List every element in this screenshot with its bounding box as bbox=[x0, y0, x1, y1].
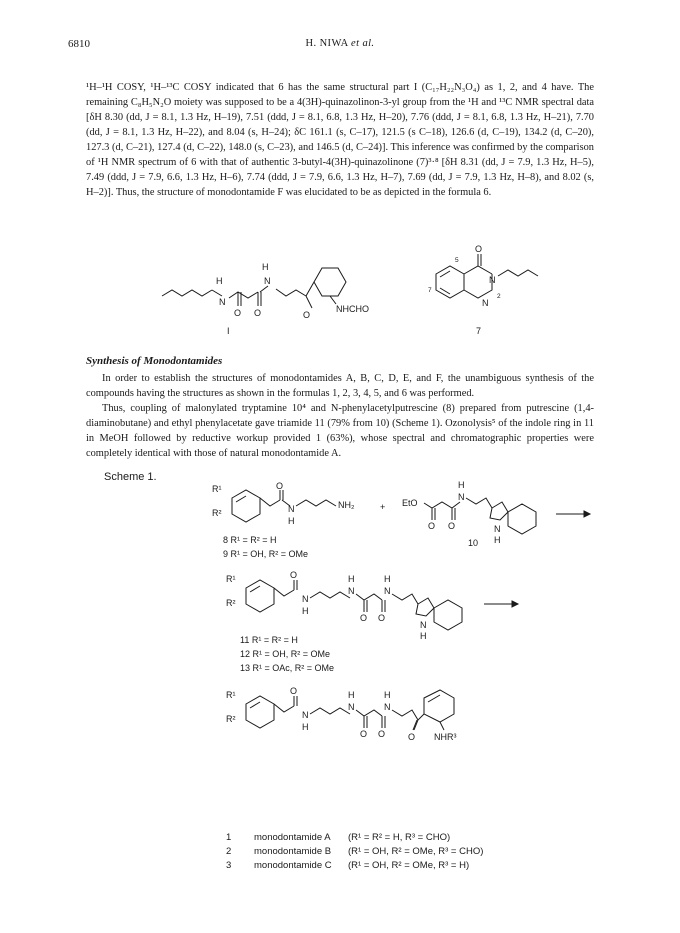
atom-label-o: O bbox=[360, 613, 368, 623]
atom-label-n: N bbox=[458, 492, 465, 502]
compound-11-label: 11 R¹ = R² = H bbox=[240, 635, 298, 645]
atom-label-o: O bbox=[475, 244, 483, 254]
atom-label-n: N bbox=[264, 276, 271, 286]
compound-number: 2 bbox=[226, 846, 232, 857]
nhr3-label: NHR³ bbox=[434, 732, 457, 742]
atom-label-n: N bbox=[494, 524, 501, 534]
paragraph-nmr-analysis: ¹H–¹H COSY, ¹H–¹³C COSY indicated that 6 has the same structural part I (C₁₇H₂₂N₃O₄) as 1, 2, and 4 have. The remaining C₈H₅N₂O moiety was supposed to be a 4(3H)-quinazolinon-3-yl group from the ¹H and ¹³C NMR spectral data [δH 8.30 (dd, J = 8.1, 1.3 Hz, H–19), 7.51 (ddd, J = 8.1, 6.8, 1.3 Hz, H–20), 7.76 (ddd, J = 8.1, 6.8, 1.3 Hz, H–21), 7.70 (dd, J = 8.1, 1.3 Hz, H–22), and 8.04 (s, H–24); δC 161.1 (s, C–17), 121.5 (s C–18), 126.6 (d, C–19), 134.2 (d, C–20), 127.3 (d, C–21), 127.4 (d, C–22), 148.0 (s, C–23), and 146.5 (d, C–24)]. This inference was confirmed by the comparison of ¹H NMR spectrum of 6 with that of authentic 3-butyl-4(3H)-quinazolinone (7)³·⁸ [δH 8.31 (dd, J = 7.9, 1.3 Hz, H–5), 7.49 (ddd, J = 7.9, 6.6, 1.3 Hz, H–6), 7.74 (ddd, J = 7.9, 6.6, 1.3 Hz, H–7), 7.69 (dd, J = 7.9, 1.3 Hz, H–8), and 8.02 (s, H–2)]. Thus, the structure of monodontamide F was elucidated to be as depicted in the formula 6. bbox=[86, 82, 594, 198]
compound-number: 1 bbox=[226, 832, 232, 843]
compound-substituents: (R¹ = OH, R² = OMe, R³ = CHO) bbox=[348, 846, 484, 857]
r2-label: R² bbox=[212, 508, 222, 518]
locant-5: 5 bbox=[455, 257, 459, 264]
atom-label-o: O bbox=[290, 686, 298, 696]
atom-label-o: O bbox=[428, 521, 436, 531]
atom-label-h: H bbox=[420, 631, 427, 641]
running-head-author: H. NIWA bbox=[305, 38, 349, 49]
running-head-etal: et al. bbox=[351, 38, 375, 49]
structure-label-I: I bbox=[227, 326, 230, 336]
paragraph-synthesis-detail: Thus, coupling of malonylated tryptamine 10⁴ and N-phenylacetylputrescine (8) prepared from putrescine (1,4-diaminobutane) and ethyl phenylacetate gave triamide 11 (79% from 10) (Scheme 1). Ozonolysis⁵ of the indole ring in 11 in MeOH followed by reductive workup provided 1 (63%), whose spectral and chromatographic properties were completely identical with those of natural monodontamide A. bbox=[86, 403, 594, 459]
locant-2: 2 bbox=[497, 293, 501, 300]
r1-label: R¹ bbox=[226, 574, 236, 584]
atom-label-h: H bbox=[348, 690, 355, 700]
atom-label-h: H bbox=[288, 516, 295, 526]
atom-label-o: O bbox=[378, 613, 386, 623]
atom-label-h: H bbox=[302, 722, 309, 732]
atom-label-o: O bbox=[276, 481, 284, 491]
r1-label: R¹ bbox=[212, 484, 222, 494]
atom-label-o: O bbox=[408, 732, 416, 742]
atom-label-n: N bbox=[420, 620, 427, 630]
structure-label-7: 7 bbox=[476, 326, 482, 336]
atom-label-n: N bbox=[348, 702, 355, 712]
atom-label-o: O bbox=[378, 729, 386, 739]
compound-name: monodontamide C bbox=[254, 860, 332, 871]
atom-label-n: N bbox=[384, 702, 391, 712]
compound-13-label: 13 R¹ = OAc, R² = OMe bbox=[240, 663, 335, 673]
atom-label-n: N bbox=[384, 586, 391, 596]
compound-number: 3 bbox=[226, 860, 232, 871]
r2-label: R² bbox=[226, 714, 236, 724]
structure-11-13 bbox=[226, 570, 462, 673]
compound-9-label: 9 R¹ = OH, R² = OMe bbox=[223, 549, 309, 559]
atom-label-o: O bbox=[234, 308, 242, 318]
structure-10 bbox=[402, 480, 536, 548]
compound-8-label: 8 R¹ = R² = H bbox=[223, 535, 277, 545]
compound-name: monodontamide B bbox=[254, 846, 332, 857]
page-number: 6810 bbox=[68, 38, 90, 50]
atom-label-n: N bbox=[348, 586, 355, 596]
atom-label-h: H bbox=[348, 574, 355, 584]
atom-label-o: O bbox=[254, 308, 262, 318]
section-heading: Synthesis of Monodontamides bbox=[86, 355, 223, 367]
paragraph-synthesis-intro: In order to establish the structures of monodontamides A, B, C, D, E, and F, the unambiguous synthesis of the compounds having the structures as shown in the formulas 1, 2, 3, 4, 5, and 6 was performed. bbox=[86, 373, 594, 399]
atom-label-o: O bbox=[290, 570, 298, 580]
structure-8-9 bbox=[212, 481, 355, 559]
structure-1-3 bbox=[226, 686, 457, 742]
structure-label-10: 10 bbox=[468, 538, 479, 548]
atom-label-h: H bbox=[302, 606, 309, 616]
atom-label-n: N bbox=[302, 594, 309, 604]
nh2-label: NH₂ bbox=[338, 500, 355, 510]
atom-label-h: H bbox=[384, 574, 391, 584]
atom-label-h: H bbox=[384, 690, 391, 700]
eto-label: EtO bbox=[402, 498, 418, 508]
scheme-label: Scheme 1. bbox=[104, 471, 157, 483]
atom-label-n: N bbox=[482, 298, 489, 308]
r1-label: R¹ bbox=[226, 690, 236, 700]
atom-label-o: O bbox=[448, 521, 456, 531]
atom-label-o: O bbox=[303, 310, 311, 320]
atom-label-n: N bbox=[302, 710, 309, 720]
atom-label-o: O bbox=[360, 729, 368, 739]
locant-7: 7 bbox=[428, 287, 432, 294]
atom-label-n: N bbox=[288, 504, 295, 514]
atom-label-n: N bbox=[219, 297, 226, 307]
atom-label-h: H bbox=[216, 276, 223, 286]
nhcho-label: NHCHO bbox=[336, 304, 369, 314]
atom-label-n: N bbox=[489, 275, 496, 285]
atom-label-h: H bbox=[494, 535, 501, 545]
compound-substituents: (R¹ = OH, R² = OMe, R³ = H) bbox=[348, 860, 470, 871]
atom-label-h: H bbox=[458, 480, 465, 490]
compound-name: monodontamide A bbox=[254, 832, 331, 843]
r2-label: R² bbox=[226, 598, 236, 608]
atom-label-h: H bbox=[262, 262, 269, 272]
plus-sign: + bbox=[380, 502, 386, 512]
compound-substituents: (R¹ = R² = H, R³ = CHO) bbox=[348, 832, 451, 843]
compound-12-label: 12 R¹ = OH, R² = OMe bbox=[240, 649, 331, 659]
